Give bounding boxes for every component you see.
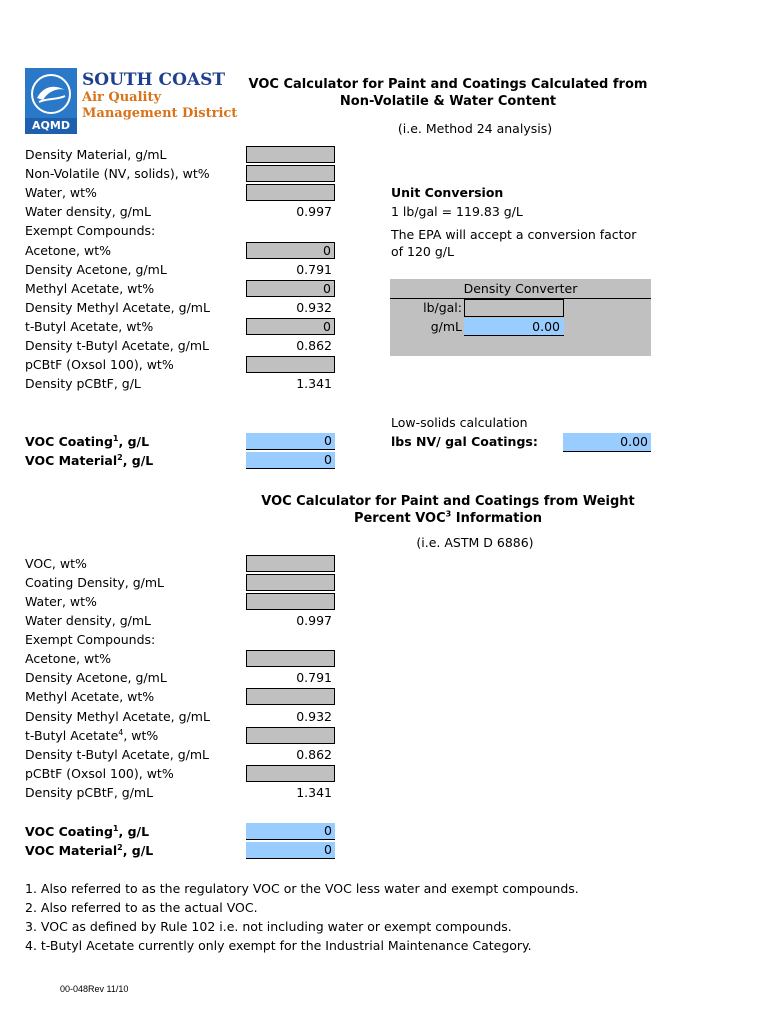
input-t-butyl-acetate[interactable]: 0 bbox=[246, 318, 335, 335]
input-t-butyl-acetate-2[interactable] bbox=[246, 727, 335, 744]
aqmd-logo bbox=[25, 68, 77, 134]
label-methyl-acetate: Methyl Acetate, wt% bbox=[25, 281, 155, 296]
label-water: Water, wt% bbox=[25, 185, 97, 200]
output-voc-material-1: 0 bbox=[246, 452, 335, 469]
footnote-2: 2. Also referred to as the actual VOC. bbox=[25, 900, 258, 915]
label-pcbtf-2: pCBtF (Oxsol 100), wt% bbox=[25, 766, 174, 781]
input-methyl-acetate-2[interactable] bbox=[246, 688, 335, 705]
label-coating-density: Coating Density, g/mL bbox=[25, 575, 164, 590]
output-voc-material-2: 0 bbox=[246, 842, 335, 859]
unit-conversion-heading: Unit Conversion bbox=[391, 185, 504, 200]
input-water[interactable] bbox=[246, 184, 335, 201]
input-water-2[interactable] bbox=[246, 593, 335, 610]
section1-title-line2: Non-Volatile & Water Content bbox=[339, 94, 557, 109]
label-exempt-compounds-2: Exempt Compounds: bbox=[25, 632, 156, 647]
label-density-pcbtf: Density pCBtF, g/L bbox=[25, 376, 141, 391]
output-voc-coating-2: 0 bbox=[246, 823, 335, 840]
label-density-acetone-2: Density Acetone, g/mL bbox=[25, 670, 167, 685]
logo-line-south-coast: SOUTH COAST bbox=[82, 70, 225, 90]
low-solids-heading: Low-solids calculation bbox=[391, 415, 528, 430]
input-acetone[interactable]: 0 bbox=[246, 242, 335, 259]
label-water-density-2: Water density, g/mL bbox=[25, 613, 151, 628]
section2-title-line2: Percent VOC$^3$ Information bbox=[353, 509, 543, 526]
input-voc-wt[interactable] bbox=[246, 555, 335, 572]
label-water-density: Water density, g/mL bbox=[25, 204, 151, 219]
value-density-t-butyl-acetate: 0.862 bbox=[296, 338, 332, 353]
input-density-material[interactable] bbox=[246, 146, 335, 163]
output-voc-coating-1: 0 bbox=[246, 433, 335, 450]
label-density-t-butyl-acetate-2: Density t-Butyl Acetate, g/mL bbox=[25, 747, 209, 762]
value-density-methyl-acetate: 0.932 bbox=[296, 300, 332, 315]
value-density-pcbtf: 1.341 bbox=[296, 376, 332, 391]
label-methyl-acetate-2: Methyl Acetate, wt% bbox=[25, 689, 155, 704]
input-pcbtf[interactable] bbox=[246, 356, 335, 373]
label-density-methyl-acetate-2: Density Methyl Acetate, g/mL bbox=[25, 709, 210, 724]
epa-note-line2: of 120 g/L bbox=[391, 244, 454, 259]
logo-line-air-quality: Air Quality bbox=[82, 90, 162, 105]
epa-note-line1: The EPA will accept a conversion factor bbox=[391, 227, 637, 242]
input-pcbtf-2[interactable] bbox=[246, 765, 335, 782]
footnote-1: 1. Also referred to as the regulatory VOC or the VOC less water and exempt compounds. bbox=[25, 881, 579, 896]
value-density-acetone: 0.791 bbox=[296, 262, 332, 277]
label-non-volatile: Non-Volatile (NV, solids), wt% bbox=[25, 166, 210, 181]
label-exempt-compounds: Exempt Compounds: bbox=[25, 223, 156, 238]
footnote-4: 4. t-Butyl Acetate currently only exempt for the Industrial Maintenance Category. bbox=[25, 938, 532, 953]
density-converter-title: Density Converter bbox=[390, 279, 651, 299]
label-water-2: Water, wt% bbox=[25, 594, 97, 609]
value-density-pcbtf-2: 1.341 bbox=[296, 785, 332, 800]
label-voc-material-1: VOC Material$^2$, g/L bbox=[25, 452, 154, 468]
label-voc-wt: VOC, wt% bbox=[25, 556, 87, 571]
label-voc-material-2: VOC Material$^2$, g/L bbox=[25, 842, 154, 858]
section2-subtitle: (i.e. ASTM D 6886) bbox=[416, 535, 534, 550]
label-density-pcbtf-2: Density pCBtF, g/mL bbox=[25, 785, 154, 800]
input-non-volatile[interactable] bbox=[246, 165, 335, 182]
label-t-butyl-acetate: t-Butyl Acetate, wt% bbox=[25, 319, 154, 334]
label-pcbtf: pCBtF (Oxsol 100), wt% bbox=[25, 357, 174, 372]
label-voc-coating-1: VOC Coating$^1$, g/L bbox=[25, 433, 150, 449]
section1-title-line1: VOC Calculator for Paint and Coatings Calculated from bbox=[248, 77, 648, 92]
value-water-density: 0.997 bbox=[296, 204, 332, 219]
input-methyl-acetate[interactable]: 0 bbox=[246, 280, 335, 297]
aqmd-emblem-icon bbox=[25, 68, 77, 120]
label-t-butyl-acetate-2: t-Butyl Acetate$^4$, wt% bbox=[25, 727, 159, 743]
aqmd-badge: AQMD bbox=[25, 118, 77, 134]
value-density-t-butyl-acetate-2: 0.862 bbox=[296, 747, 332, 762]
input-coating-density[interactable] bbox=[246, 574, 335, 591]
label-density-material: Density Material, g/mL bbox=[25, 147, 167, 162]
label-density-acetone: Density Acetone, g/mL bbox=[25, 262, 167, 277]
lbgal-label: lb/gal: bbox=[423, 300, 462, 315]
label-voc-coating-2: VOC Coating$^1$, g/L bbox=[25, 823, 150, 839]
gml-label: g/mL bbox=[430, 319, 462, 334]
section2-title-line1: VOC Calculator for Paint and Coatings from Weight bbox=[261, 494, 635, 509]
logo-line-management-district: Management District bbox=[82, 106, 238, 121]
form-number: 00-048Rev 11/10 bbox=[60, 984, 129, 994]
low-solids-output: 0.00 bbox=[563, 433, 651, 452]
unit-conversion-line: 1 lb/gal = 119.83 g/L bbox=[391, 204, 523, 219]
value-water-density-2: 0.997 bbox=[296, 613, 332, 628]
low-solids-label: lbs NV/ gal Coatings: bbox=[391, 434, 538, 449]
section1-subtitle: (i.e. Method 24 analysis) bbox=[397, 121, 553, 136]
density-converter bbox=[390, 279, 651, 356]
footnote-3: 3. VOC as defined by Rule 102 i.e. not including water or exempt compounds. bbox=[25, 919, 512, 934]
label-density-methyl-acetate: Density Methyl Acetate, g/mL bbox=[25, 300, 210, 315]
input-acetone-2[interactable] bbox=[246, 650, 335, 667]
label-acetone-2: Acetone, wt% bbox=[25, 651, 112, 666]
label-density-t-butyl-acetate: Density t-Butyl Acetate, g/mL bbox=[25, 338, 209, 353]
value-density-methyl-acetate-2: 0.932 bbox=[296, 709, 332, 724]
gml-output: 0.00 bbox=[464, 318, 564, 336]
label-acetone: Acetone, wt% bbox=[25, 243, 112, 258]
value-density-acetone-2: 0.791 bbox=[296, 670, 332, 685]
lbgal-input[interactable] bbox=[464, 299, 564, 317]
